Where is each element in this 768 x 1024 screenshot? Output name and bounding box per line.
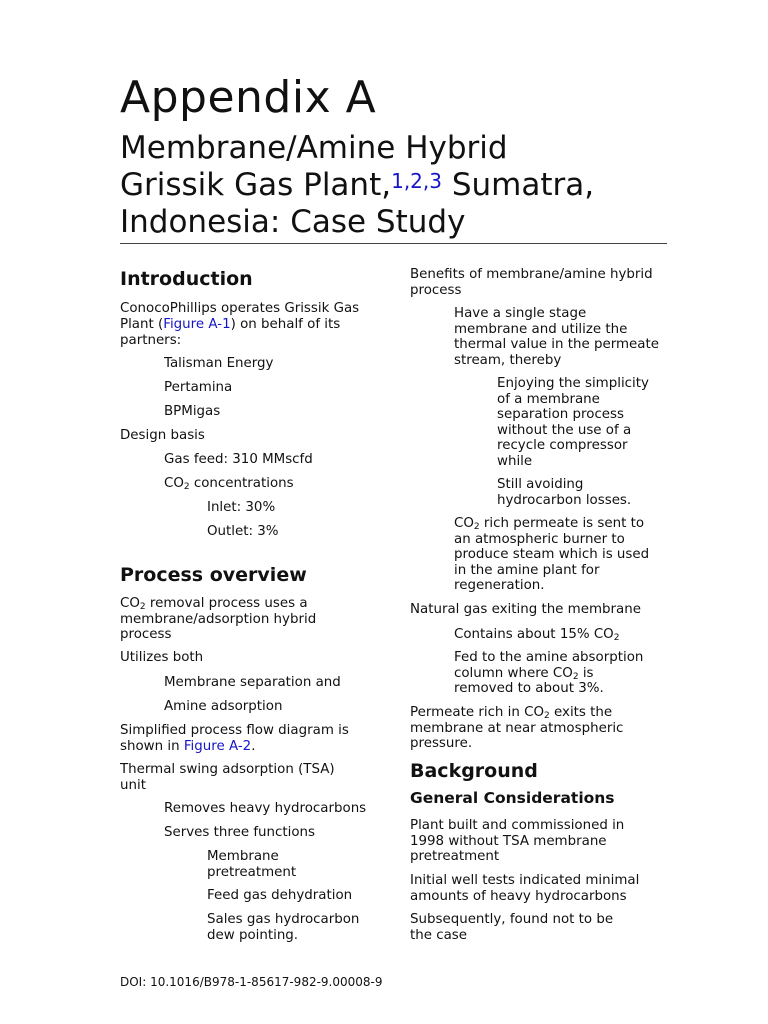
list-item: Amine adsorption [164,699,283,714]
utilizes-label: Utilizes both [120,650,204,665]
text-line: while [497,453,533,469]
subtitle-line-2a: Grissik Gas Plant, [120,167,392,203]
text-line: Sales gas hydrocarbon [207,912,360,927]
text-line: Initial well tests indicated minimal [410,873,640,888]
list-item: Removes heavy hydrocarbons [164,801,367,816]
text-line: Subsequently, found not to be [410,912,614,927]
figure-a1-link[interactable]: Figure A-1 [163,317,231,332]
well-tests-paragraph [410,873,639,904]
single-stage-item [454,306,659,368]
text-run: is [578,665,594,681]
gas-feed-item: Gas feed: 310 MMscfd [164,452,313,467]
chapter-subtitle [120,130,680,241]
text-line: an atmospheric burner to [454,531,625,547]
text-run: exits the [549,705,613,720]
text-run: . [251,738,256,754]
text-run: CO [454,516,474,531]
list-item: Serves three functions [164,825,315,840]
text-line: Plant ( [120,317,164,332]
process-paragraph [120,596,316,643]
subtitle-line-3: Indonesia: Case Study [120,204,466,240]
text-line: pressure. [410,736,473,751]
title-divider [120,243,667,244]
function-item: Feed gas dehydration [207,888,353,903]
subscript: 2 [473,522,480,532]
text-line: unit [120,777,146,793]
doi-footer: DOI: 10.1016/B978-1-85617-982-9.00008-9 [120,975,383,989]
text-line: 1998 without TSA membrane [410,833,607,849]
avoiding-item [497,477,631,508]
subscript: 2 [613,633,620,643]
text-line: Still avoiding [497,477,584,492]
function-item [207,849,296,880]
text-line: without the use of a [497,422,632,438]
text-run: column where CO [454,665,573,681]
text-line: hydrocarbon losses. [497,492,632,508]
text-line: partners: [120,333,182,348]
general-considerations-heading: General Considerations [410,789,615,807]
text-run: Contains about 15% CO [454,627,614,642]
text-line: ) on behalf of its [230,317,341,332]
subtitle-line-1: Membrane/Amine Hybrid [120,130,508,166]
permeate-item [454,516,649,594]
text-line: Fed to the amine absorption [454,650,644,665]
text-line: pretreatment [207,864,297,880]
enjoying-item [497,376,649,469]
text-line: pretreatment [410,849,500,864]
chapter-title: Appendix A [120,72,377,123]
background-heading: Background [410,760,538,782]
subscript: 2 [183,482,190,492]
permeate-rich-paragraph [410,705,623,752]
text-line: Enjoying the simplicity [497,376,649,391]
text-line: in the amine plant for [454,562,600,578]
intro-paragraph [120,301,359,349]
design-basis-label: Design basis [120,428,205,443]
fed-item [454,650,643,697]
text-line: separation process [497,407,624,422]
text-line: process [120,627,172,642]
process-overview-heading: Process overview [120,564,307,586]
partner-item: BPMigas [164,404,221,419]
text-line: produce steam which is used [454,547,650,562]
text-line: membrane at near atmospheric [410,720,624,736]
benefits-paragraph [410,267,653,298]
introduction-heading: Introduction [120,268,253,290]
text-line: Plant built and commissioned in [410,818,625,833]
natural-gas-label: Natural gas exiting the membrane [410,602,641,617]
text-run: Permeate rich in CO [410,705,545,720]
text-line: membrane/adsorption hybrid [120,611,317,627]
text-line: Simplified process flow diagram is [120,723,349,738]
text-line: thermal value in the permeate [454,337,659,352]
text-line: Have a single stage [454,306,587,321]
figure-a2-link[interactable]: Figure A-2 [183,738,252,754]
text-run: removal process uses a [145,596,308,611]
text-line: Benefits of membrane/amine hybrid [410,267,653,282]
co2-concentrations-item [164,476,294,491]
subsequently-paragraph [410,912,613,943]
text-line: membrane and utilize the [454,321,628,337]
text-run: concentrations [189,476,294,491]
text-line: ConocoPhillips operates Grissik Gas [120,301,360,316]
subscript: 2 [572,671,579,682]
text-line: process [410,282,462,298]
plant-paragraph [410,818,624,865]
text-line: the case [410,927,468,943]
subscript: 2 [139,602,146,612]
contains-item [454,627,619,642]
text-line: dew pointing. [207,927,299,943]
text-line: Thermal swing adsorption (TSA) [120,762,335,777]
text-line: Membrane [207,849,279,864]
subscript: 2 [544,711,550,721]
text-run: shown in [120,738,184,754]
partner-item: Pertamina [164,380,233,395]
function-item [207,912,359,943]
inlet-item: Inlet: 30% [207,500,276,515]
text-run: CO [120,596,140,611]
text-run: rich permeate is sent to [479,516,645,531]
text-line: regeneration. [454,578,545,593]
tsa-paragraph [120,762,335,793]
text-line: of a membrane [497,391,600,407]
text-line: removed to about 3%. [454,681,604,696]
text-line: recycle compressor [497,438,628,453]
text-run: CO [164,476,184,491]
text-line: stream, thereby [454,352,562,368]
outlet-item: Outlet: 3% [207,524,279,539]
text-line: amounts of heavy hydrocarbons [410,888,627,904]
subtitle-line-2b: Sumatra, [441,167,595,203]
reference-superscript[interactable]: 1,2,3 [391,169,442,193]
simplified-paragraph [120,723,349,754]
partner-item: Talisman Energy [164,356,274,371]
list-item: Membrane separation and [164,675,341,690]
